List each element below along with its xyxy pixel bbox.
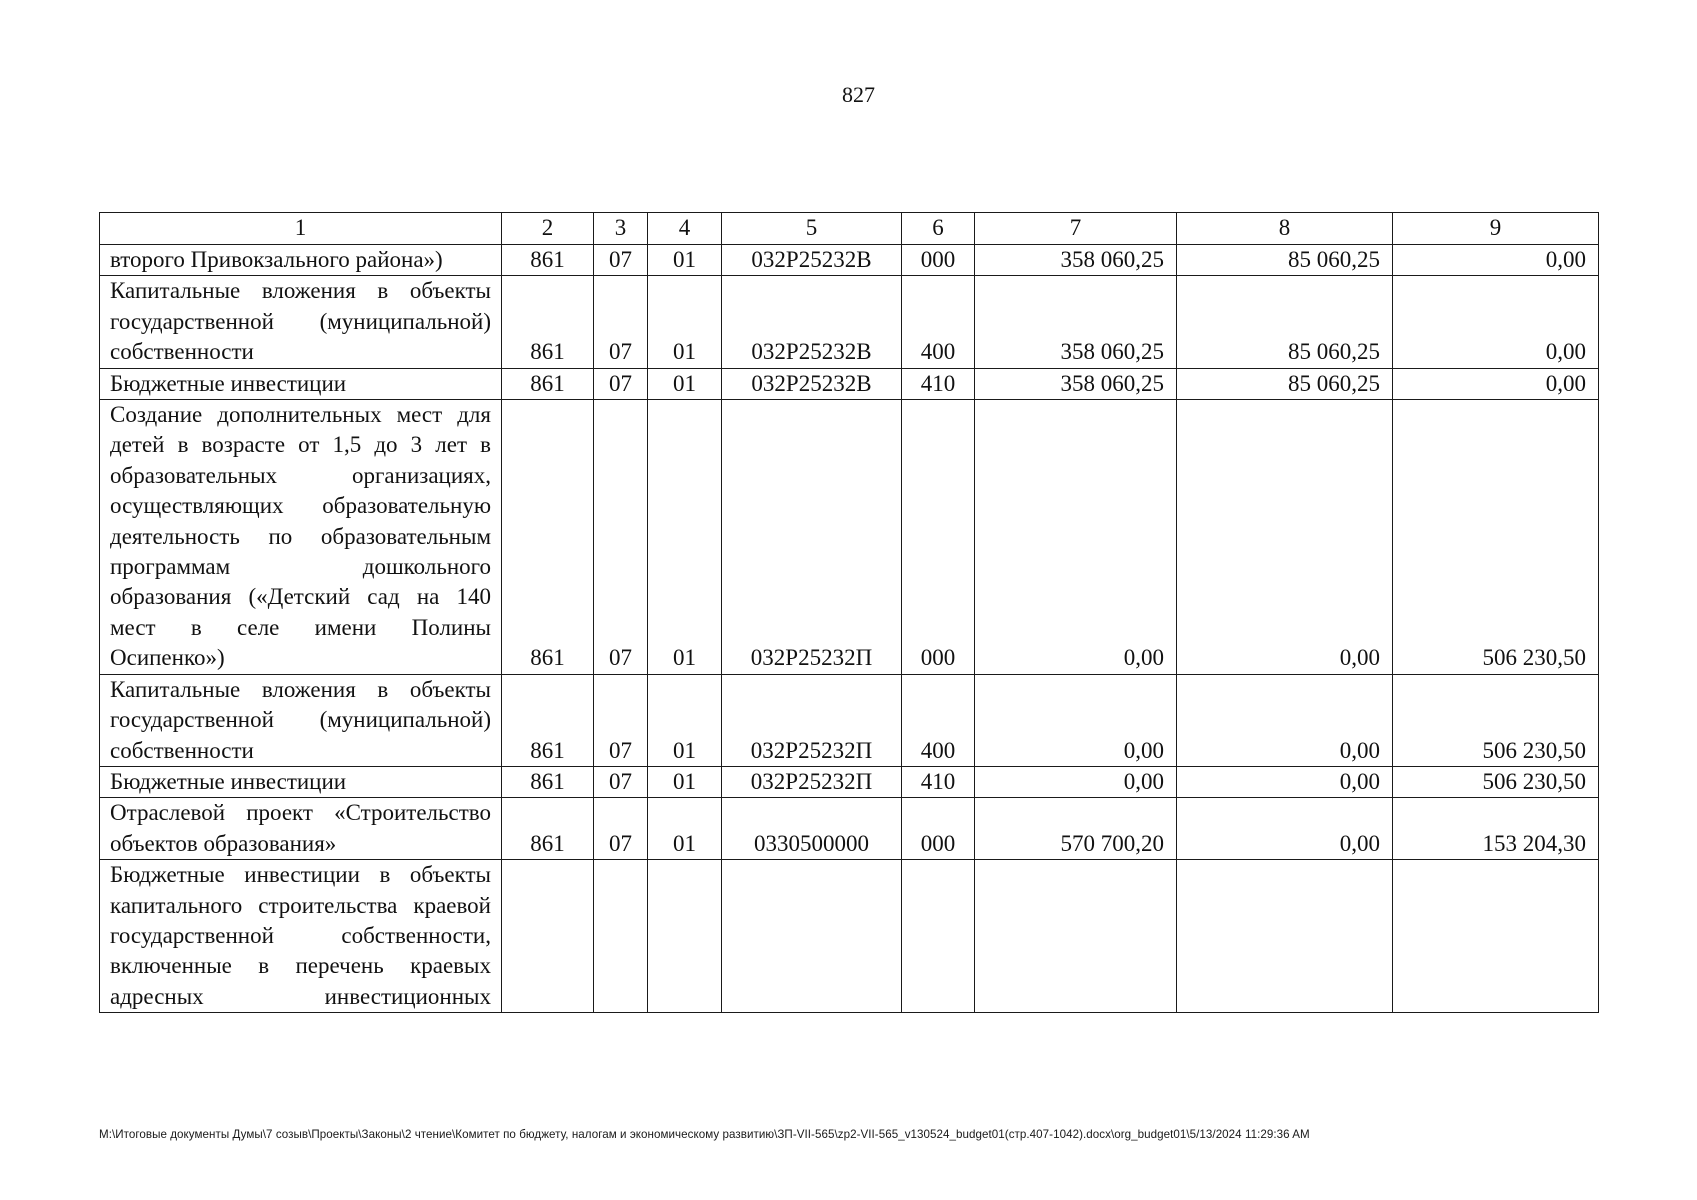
target-article-cell: 032P25232П: [722, 766, 902, 797]
subsection-code-cell: 01: [648, 400, 722, 675]
ministry-code-cell: 861: [502, 245, 594, 276]
expense-type-cell: [902, 860, 975, 1013]
table-row: [100, 860, 1599, 1013]
amount-col7-cell: 0,00: [975, 400, 1177, 675]
amount-col8-cell: 85 060,25: [1177, 276, 1393, 368]
section-code-cell: 07: [594, 798, 648, 860]
table-row: [100, 674, 1599, 766]
ministry-code-cell: 861: [502, 766, 594, 797]
section-code-cell: 07: [594, 245, 648, 276]
ministry-code-cell: 861: [502, 400, 594, 675]
amount-col8-cell: 0,00: [1177, 766, 1393, 797]
header-cell: 1: [100, 213, 502, 245]
amount-col8-cell: 85 060,25: [1177, 245, 1393, 276]
item-name-cell: Капитальные вложения в объекты государственной (муниципальной) собственности: [100, 276, 502, 368]
amount-col9-cell: 506 230,50: [1393, 766, 1599, 797]
subsection-code-cell: [648, 860, 722, 1013]
budget-table: [99, 212, 1599, 1013]
ministry-code-cell: 861: [502, 276, 594, 368]
ministry-code-cell: 861: [502, 798, 594, 860]
subsection-code-cell: 01: [648, 766, 722, 797]
expense-type-cell: 400: [902, 276, 975, 368]
expense-type-cell: 400: [902, 674, 975, 766]
ministry-code-cell: 861: [502, 674, 594, 766]
amount-col7-cell: 358 060,25: [975, 368, 1177, 399]
target-article-cell: 0330500000: [722, 798, 902, 860]
page-number: 827: [842, 82, 875, 107]
ministry-code-cell: [502, 860, 594, 1013]
target-article-cell: 032P25232B: [722, 276, 902, 368]
subsection-code-cell: 01: [648, 276, 722, 368]
amount-col7-cell: 0,00: [975, 766, 1177, 797]
expense-type-cell: 410: [902, 766, 975, 797]
amount-col7-cell: 358 060,25: [975, 276, 1177, 368]
amount-col9-cell: [1393, 860, 1599, 1013]
item-name-cell: Создание дополнительных мест для детей в возрасте от 1,5 до 3 лет в образовательных организациях, осуществляющих образовательную деятельность по образовательным программам дошкольного образования («Детский сад на 140 мест в селе имени Полины Осипенко»): [100, 400, 502, 675]
table-row: [100, 400, 1599, 675]
item-name-cell: Бюджетные инвестиции: [100, 368, 502, 399]
section-code-cell: 07: [594, 368, 648, 399]
amount-col7-cell: 570 700,20: [975, 798, 1177, 860]
header-cell: 6: [902, 213, 975, 245]
expense-type-cell: 410: [902, 368, 975, 399]
target-article-cell: [722, 860, 902, 1013]
expense-type-cell: 000: [902, 245, 975, 276]
section-code-cell: 07: [594, 400, 648, 675]
table-header-row: [100, 213, 1599, 245]
item-name-cell: Отраслевой проект «Строительство объектов образования»: [100, 798, 502, 860]
section-code-cell: [594, 860, 648, 1013]
header-cell: 8: [1177, 213, 1393, 245]
item-name-cell: Бюджетные инвестиции в объекты капитального строительства краевой государственной собственности, включенные в перечень краевых адресных инвестиционных: [100, 860, 502, 1013]
footer-file-path: M:\Итоговые документы Думы\7 созыв\Проекты\Законы\2 чтение\Комитет по бюджету, налогам и экономическому развитию\ЗП-VII-565\zp2-VII-565_v130524_budget01(стр.407-1042).docx\org_budget01\5/13/2024 11:29:36 AM: [99, 1128, 1310, 1141]
header-cell: 9: [1393, 213, 1599, 245]
amount-col8-cell: [1177, 860, 1393, 1013]
section-code-cell: 07: [594, 276, 648, 368]
table-row: [100, 245, 1599, 276]
subsection-code-cell: 01: [648, 798, 722, 860]
amount-col7-cell: 358 060,25: [975, 245, 1177, 276]
item-name-cell: Бюджетные инвестиции: [100, 766, 502, 797]
amount-col7-cell: 0,00: [975, 674, 1177, 766]
amount-col9-cell: 0,00: [1393, 276, 1599, 368]
target-article-cell: 032P25232П: [722, 400, 902, 675]
expense-type-cell: 000: [902, 798, 975, 860]
header-cell: 4: [648, 213, 722, 245]
subsection-code-cell: 01: [648, 368, 722, 399]
amount-col9-cell: 0,00: [1393, 368, 1599, 399]
amount-col9-cell: 153 204,30: [1393, 798, 1599, 860]
header-cell: 5: [722, 213, 902, 245]
item-name-cell: второго Привокзального района»): [100, 245, 502, 276]
header-cell: 2: [502, 213, 594, 245]
expense-type-cell: 000: [902, 400, 975, 675]
subsection-code-cell: 01: [648, 674, 722, 766]
target-article-cell: 032P25232B: [722, 245, 902, 276]
section-code-cell: 07: [594, 674, 648, 766]
table-row: [100, 766, 1599, 797]
table-row: [100, 276, 1599, 368]
amount-col8-cell: 85 060,25: [1177, 368, 1393, 399]
table-row: [100, 368, 1599, 399]
amount-col8-cell: 0,00: [1177, 798, 1393, 860]
ministry-code-cell: 861: [502, 368, 594, 399]
subsection-code-cell: 01: [648, 245, 722, 276]
header-cell: 7: [975, 213, 1177, 245]
amount-col7-cell: [975, 860, 1177, 1013]
target-article-cell: 032P25232B: [722, 368, 902, 399]
amount-col9-cell: 506 230,50: [1393, 674, 1599, 766]
header-cell: 3: [594, 213, 648, 245]
table-row: [100, 798, 1599, 860]
amount-col9-cell: 0,00: [1393, 245, 1599, 276]
amount-col8-cell: 0,00: [1177, 674, 1393, 766]
amount-col8-cell: 0,00: [1177, 400, 1393, 675]
item-name-cell: Капитальные вложения в объекты государственной (муниципальной) собственности: [100, 674, 502, 766]
amount-col9-cell: 506 230,50: [1393, 400, 1599, 675]
target-article-cell: 032P25232П: [722, 674, 902, 766]
section-code-cell: 07: [594, 766, 648, 797]
